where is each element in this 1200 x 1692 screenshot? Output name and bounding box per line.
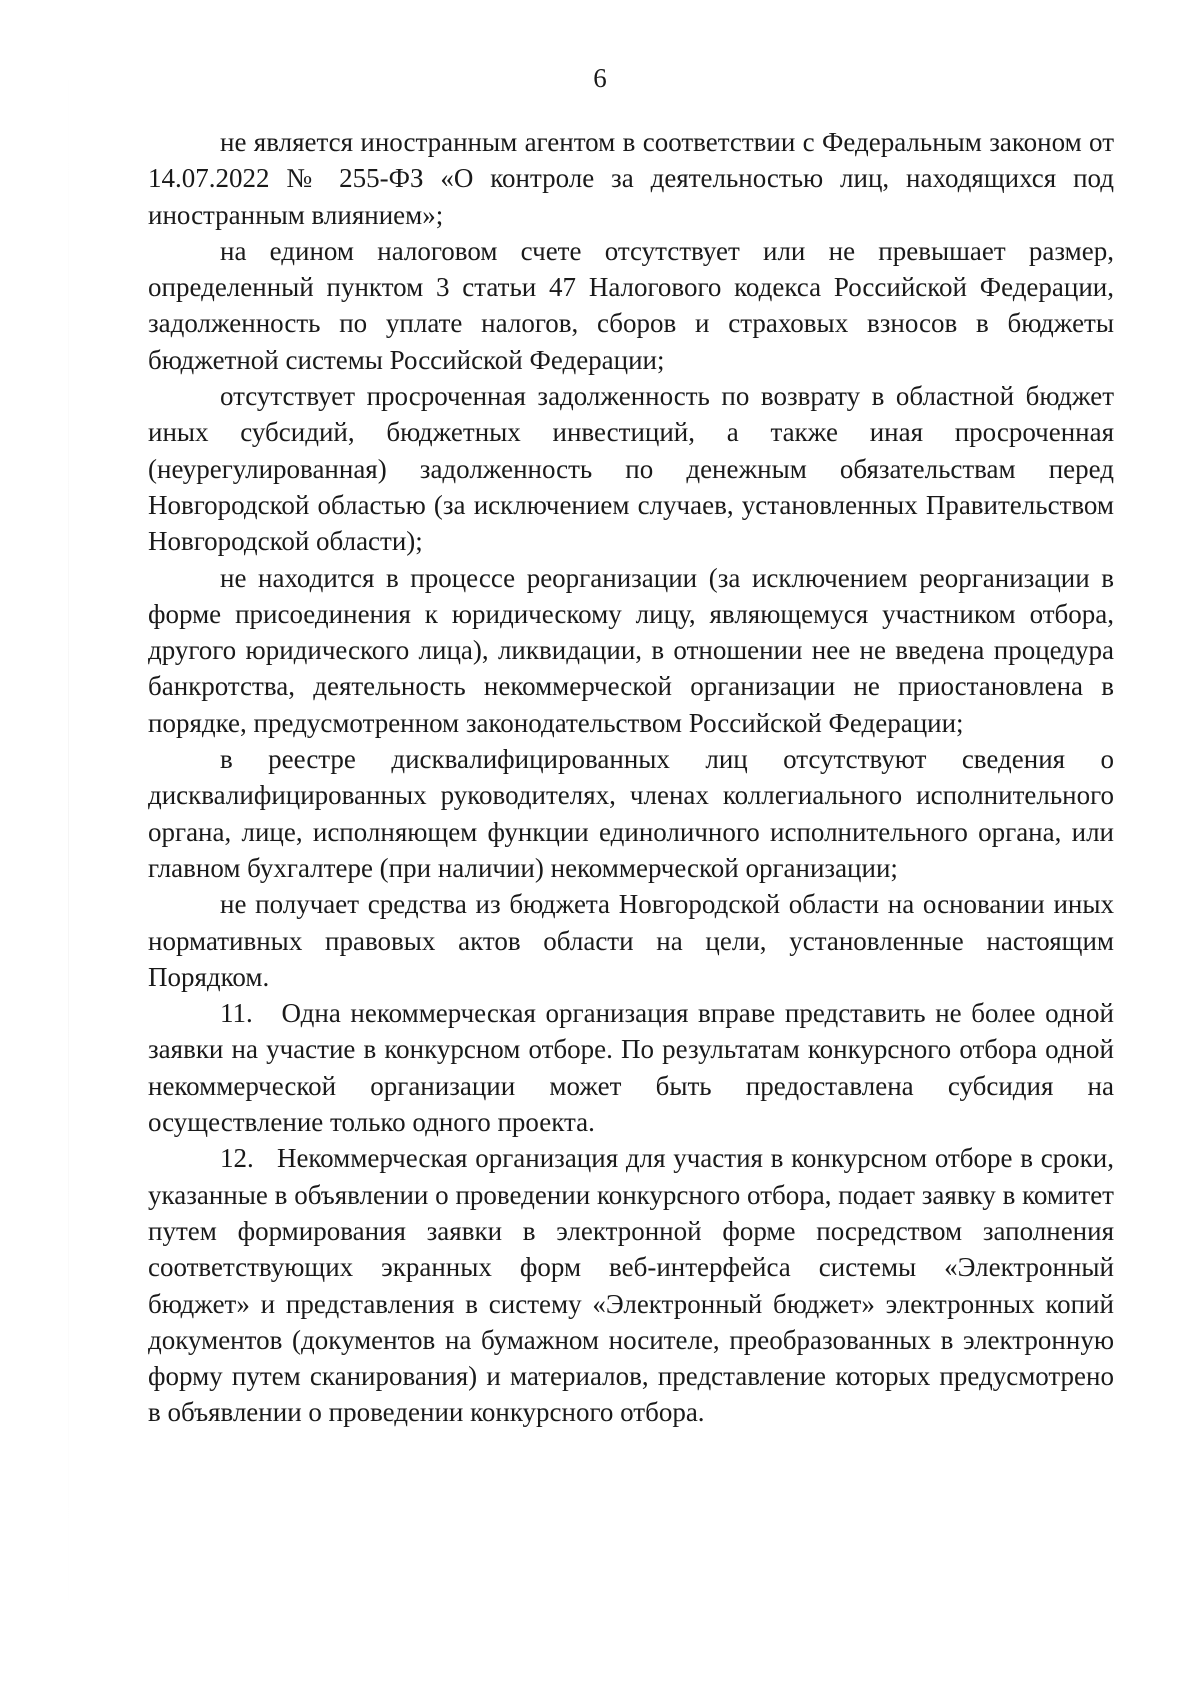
document-body <box>148 124 1114 1431</box>
page-number: 6 <box>593 63 607 93</box>
paragraph-overdue-debt: отсутствует просроченная задолженность по возврату в областной бюджет иных субсидий, бюджетных инвестиций, а также иная просроченная (неурегулированная) задолженность по денежным обязательствам перед Новгородской областью (за исключением случаев, установленных Правительством Новгородской области); <box>148 381 1114 557</box>
paragraph-item-11: 11. Одна некоммерческая организация вправе представить не более одной заявки на участие в конкурсном отборе. По результатам конкурсного отбора одной некоммерческой организации может быть предоставлена субсидия на осуществление только одного проекта. <box>148 998 1114 1138</box>
paragraph-disqualified-persons: в реестре дисквалифицированных лиц отсутствуют сведения о дисквалифицированных руководителях, членах коллегиального исполнительного органа, лице, исполняющем функции единоличного исполнительного органа, или главном бухгалтере (при наличии) некоммерческой организации; <box>148 744 1114 883</box>
paragraph-budget-funds: не получает средства из бюджета Новгородской области на основании иных нормативных правовых актов области на цели, установленные настоящим Порядком. <box>148 889 1114 992</box>
paragraph-foreign-agent: не является иностранным агентом в соответствии с Федеральным законом от 14.07.2022 № 255-ФЗ «О контроле за деятельностью лиц, находящихся под иностранным влиянием»; <box>148 127 1114 230</box>
paragraph-item-12: 12. Некоммерческая организация для участия в конкурсном отборе в сроки, указанные в объявлении о проведении конкурсного отбора, подает заявку в комитет путем формирования заявки в электронной форме посредством заполнения соответствующих экранных форм веб-интерфейса системы «Электронный бюджет» и представления в систему «Электронный бюджет» электронных копий документов (документов на бумажном носителе, преобразованных в электронную форму путем сканирования) и материалов, представление которых предусмотрено в объявлении о проведении конкурсного отбора. <box>148 1143 1114 1428</box>
paragraph-tax-account: на едином налоговом счете отсутствует или не превышает размер, определенный пунктом 3 статьи 47 Налогового кодекса Российской Федерации, задолженность по уплате налогов, сборов и страховых взносов в бюджеты бюджетной системы Российской Федерации; <box>148 235 1114 375</box>
paragraph-reorganization: не находится в процессе реорганизации (за исключением реорганизации в форме присоединения к юридическому лицу, являющемуся участником отбора, другого юридического лица), ликвидации, в отношении нее не введена процедура банкротства, деятельность некоммерческой организации не приостановлена в порядке, предусмотренном законодательством Российской Федерации; <box>148 562 1114 738</box>
scan-edge-shadow <box>68 40 69 1640</box>
